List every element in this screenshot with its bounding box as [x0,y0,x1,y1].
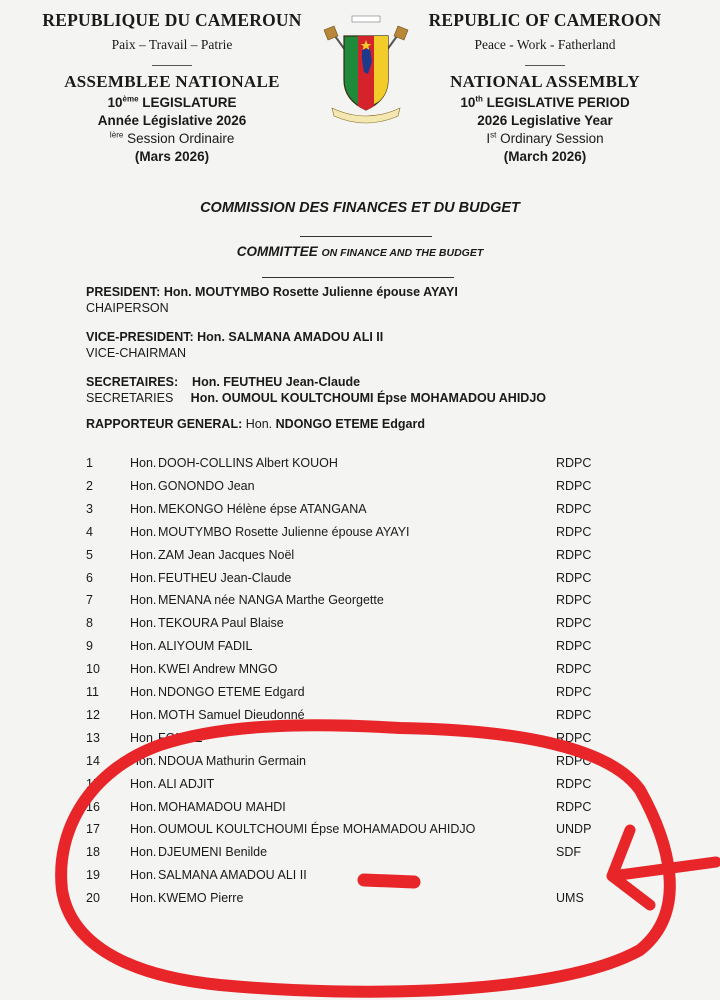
member-title: Hon. [130,799,157,814]
member-name: MOHAMADOU MAHDI [158,799,286,814]
member-number: 17 [86,822,100,837]
member-number: 8 [86,616,93,631]
legislature-en: 10th LEGISLATIVE PERIOD [460,94,630,110]
divider [300,236,432,237]
member-name: KWEMO Pierre [158,891,244,906]
member-name: MOTH Samuel Dieudonné [158,707,305,722]
header-right-english [395,10,695,164]
header-left-french [22,10,322,164]
legislative-year-fr: Année Législative 2026 [97,113,247,128]
member-party: RDPC [556,547,592,562]
member-row [0,777,720,797]
member-party: RDPC [556,730,592,745]
member-title: Hon. [130,685,157,699]
member-row [0,593,720,613]
member-party: RDPC [556,478,592,493]
bureau-secretaries: SECRETAIRES: Hon. FEUTHEU Jean-Claude SECRETARIES Hon. OUMOUL KOULTCHOUMI Épse MOHAMADOU AHIDJO [86,375,546,405]
member-party: RDPC [556,799,592,814]
member-title: Hon. [130,891,157,906]
member-party: RDPC [556,685,592,699]
member-party: RDPC [556,707,592,722]
member-number: 2 [86,478,93,493]
member-name: SALMANA AMADOU ALI II [158,868,307,883]
member-name: MEKONGO Hélène épse ATANGANA [158,501,367,516]
member-party: RDPC [556,501,592,516]
member-party: RDPC [556,776,592,791]
commission-title-en: COMMITTEE ON FINANCE AND THE BUDGET [236,244,484,259]
member-title: Hon. [130,524,157,539]
member-party: RDPC [556,639,592,654]
member-row [0,845,720,865]
member-number: 7 [86,593,93,608]
motto-en: Peace - Work - Fatherland [474,37,616,52]
commission-title-fr: COMMISSION DES FINANCES ET DU BUDGET [200,200,520,216]
member-title: Hon. [130,570,157,585]
member-party: RDPC [556,616,592,631]
member-row [0,685,720,705]
member-title: Hon. [130,478,157,493]
member-name: ZAM Jean Jacques Noël [158,547,295,562]
member-number: 10 [86,662,100,677]
member-title: Hon. [130,730,157,745]
bureau-president: PRESIDENT: Hon. MOUTYMBO Rosette Julienne épouse AYAYI CHAIPERSON [86,285,458,315]
member-number: 6 [86,570,93,585]
member-party: RDPC [556,662,592,677]
member-name: MOUTYMBO Rosette Julienne épouse AYAYI [158,524,410,539]
member-number: 1 [86,456,93,470]
member-row [0,822,720,842]
member-name: FONGE [158,730,203,745]
country-name-fr: REPUBLIQUE DU CAMEROUN [42,10,302,30]
member-row [0,754,720,774]
bureau-vice-president: VICE-PRESIDENT: Hon. SALMANA AMADOU ALI II VICE-CHAIRMAN [86,330,384,360]
member-number: 5 [86,547,93,562]
member-title: Hon. [130,868,157,883]
member-title: Hon. [130,501,157,516]
member-row [0,891,720,911]
member-title: Hon. [130,845,157,860]
member-row [0,502,720,522]
member-title: Hon. [130,822,157,837]
member-party: SDF [556,845,581,860]
member-title: Hon. [130,616,157,631]
member-number: 19 [86,868,100,883]
member-party: RDPC [556,593,592,608]
member-row [0,708,720,728]
member-title: Hon. [130,593,157,608]
member-row [0,525,720,545]
member-number: 13 [86,730,100,745]
legislature-fr: 10ème LEGISLATURE [107,94,237,110]
member-name: ALIYOUM FADIL [158,639,253,654]
member-title: Hon. [130,547,157,562]
member-row [0,868,720,888]
member-name: FEUTHEU Jean-Claude [158,570,292,585]
legislative-year-en: 2026 Legislative Year [477,113,613,128]
member-row [0,571,720,591]
member-row [0,800,720,820]
member-row [0,456,720,476]
divider [262,277,454,278]
member-party: RDPC [556,524,592,539]
member-name: TEKOURA Paul Blaise [158,616,284,631]
member-number: 12 [86,707,100,722]
member-number: 18 [86,845,100,860]
member-row [0,639,720,659]
member-title: Hon. [130,639,157,654]
member-name: DJEUMENI Benilde [158,845,268,860]
member-row [0,616,720,636]
assembly-name-fr: ASSEMBLEE NATIONALE [64,72,280,91]
session-fr: $^{Ière}$ Session Ordinaire [109,130,235,146]
member-party: RDPC [556,570,592,585]
member-name: DOOH-COLLINS Albert KOUOH [158,456,338,470]
bureau-rapporteur: RAPPORTEUR GENERAL: Hon. NDONGO ETEME Edgard [86,417,425,431]
member-title: Hon. [130,456,157,470]
member-party: RDPC [556,456,592,470]
session-month-en: (March 2026) [503,149,587,164]
member-number: 11 [86,685,99,699]
member-party: UMS [556,891,584,906]
member-number: 3 [86,501,93,516]
member-party: UNDP [556,822,592,837]
member-row [0,479,720,499]
member-row [0,662,720,682]
member-row [0,731,720,751]
session-month-fr: (Mars 2026) [134,149,210,164]
divider [152,65,192,66]
motto-fr: Paix – Travail – Patrie [111,37,233,52]
assembly-name-en: NATIONAL ASSEMBLY [450,72,640,91]
member-name: NDONGO ETEME Edgard [158,685,305,699]
member-number: 9 [86,639,93,654]
member-title: Hon. [130,753,157,768]
session-en: Ist Ordinary Session [486,130,604,146]
member-number: 14 [86,753,100,768]
member-name: MENANA née NANGA Marthe Georgette [158,593,384,608]
member-party: RDPC [556,753,592,768]
divider [525,65,565,66]
member-name: KWEI Andrew MNGO [158,662,278,677]
member-name: OUMOUL KOULTCHOUMI Épse MOHAMADOU AHIDJO [158,822,476,837]
member-name: GONONDO Jean [158,478,255,493]
member-name: NDOUA Mathurin Germain [158,753,306,768]
member-number: 16 [86,799,100,814]
member-title: Hon. [130,707,157,722]
member-number: 20 [86,891,100,906]
member-title: Hon. [130,662,157,677]
member-row [0,548,720,568]
member-name: ALI ADJIT [158,776,215,791]
member-title: Hon. [130,776,157,791]
member-number: 4 [86,524,93,539]
member-number: 15 [86,776,100,791]
country-name-en: REPUBLIC OF CAMEROON [428,10,662,30]
